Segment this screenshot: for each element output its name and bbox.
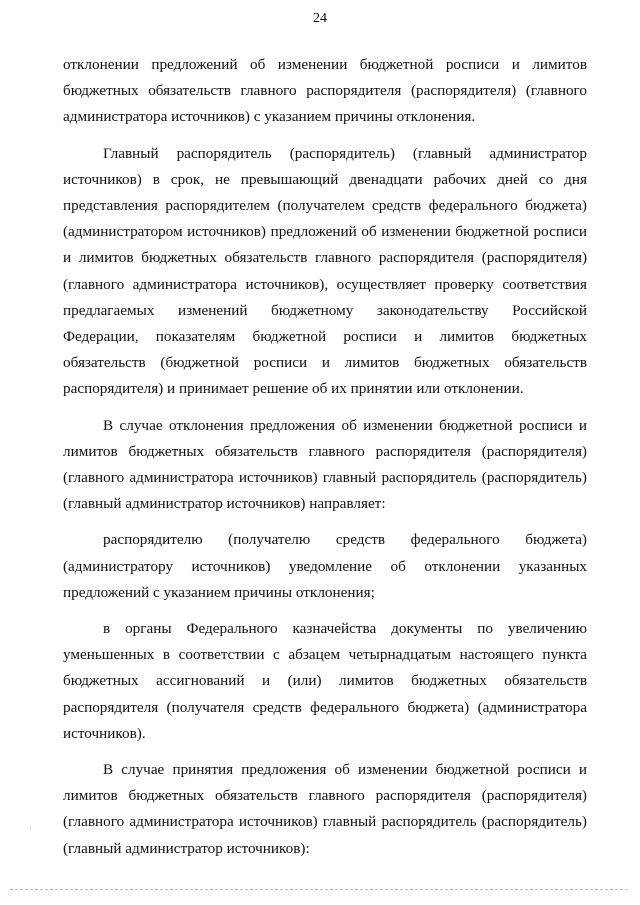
scan-bottom-edge <box>10 889 628 890</box>
paragraph-rejection-continuation: отклонении предложений об изменении бюджетной росписи и лимитов бюджетных обязательств главного распорядителя (распорядителя) (главного администратора источников) с указанием причины отклонения. <box>63 56 587 126</box>
scan-mark <box>30 826 31 829</box>
paragraph-notify-recipient: распорядителю (получателю средств федерального бюджета) (администратору источников) уведомление об отклонении указанных предложений с указанием причины отклонения; <box>63 531 587 601</box>
paragraph-treasury-documents: в органы Федерального казначейства документы по увеличению уменьшенных в соответствии с абзацем четырнадцатым настоящего пункта бюджетных ассигнований и (или) лимитов бюджетных обязательств распорядителя (получателя средств федерального бюджета) (администратора источников). <box>63 620 587 742</box>
paragraph-rejection-case: В случае отклонения предложения об изменении бюджетной росписи и лимитов бюджетных обязательств главного распорядителя (распорядителя) (главного администратора источников) главный распорядитель (распорядитель) (главный администратор источников) направляет: <box>63 416 587 513</box>
page-number: 24 <box>313 11 327 26</box>
document-body <box>63 52 587 872</box>
paragraph-acceptance-case: В случае принятия предложения об изменении бюджетной росписи и лимитов бюджетных обязательств главного распорядителя (распорядителя) (главного администратора источников) главный распорядитель (распорядитель) (главный администратор источников): <box>63 761 587 857</box>
paragraph-review-procedure: Главный распорядитель (распорядитель) (главный администратор источников) в срок, не превышающий двенадцати рабочих дней со дня представления распорядителем (получателем средств федерального бюджета) (администратором источников) предложений об изменении бюджетной росписи и лимитов бюджетных обязательств главного распорядителя (распорядителя) (главного администратора источников), осуществляет проверку соответствия предлагаемых изменений бюджетному законодательству Российской Федерации, показателям бюджетной росписи и лимитов бюджетных обязательств (бюджетной росписи и лимитов бюджетных обязательств распорядителя) и принимает решение об их принятии или отклонении. <box>63 144 587 398</box>
